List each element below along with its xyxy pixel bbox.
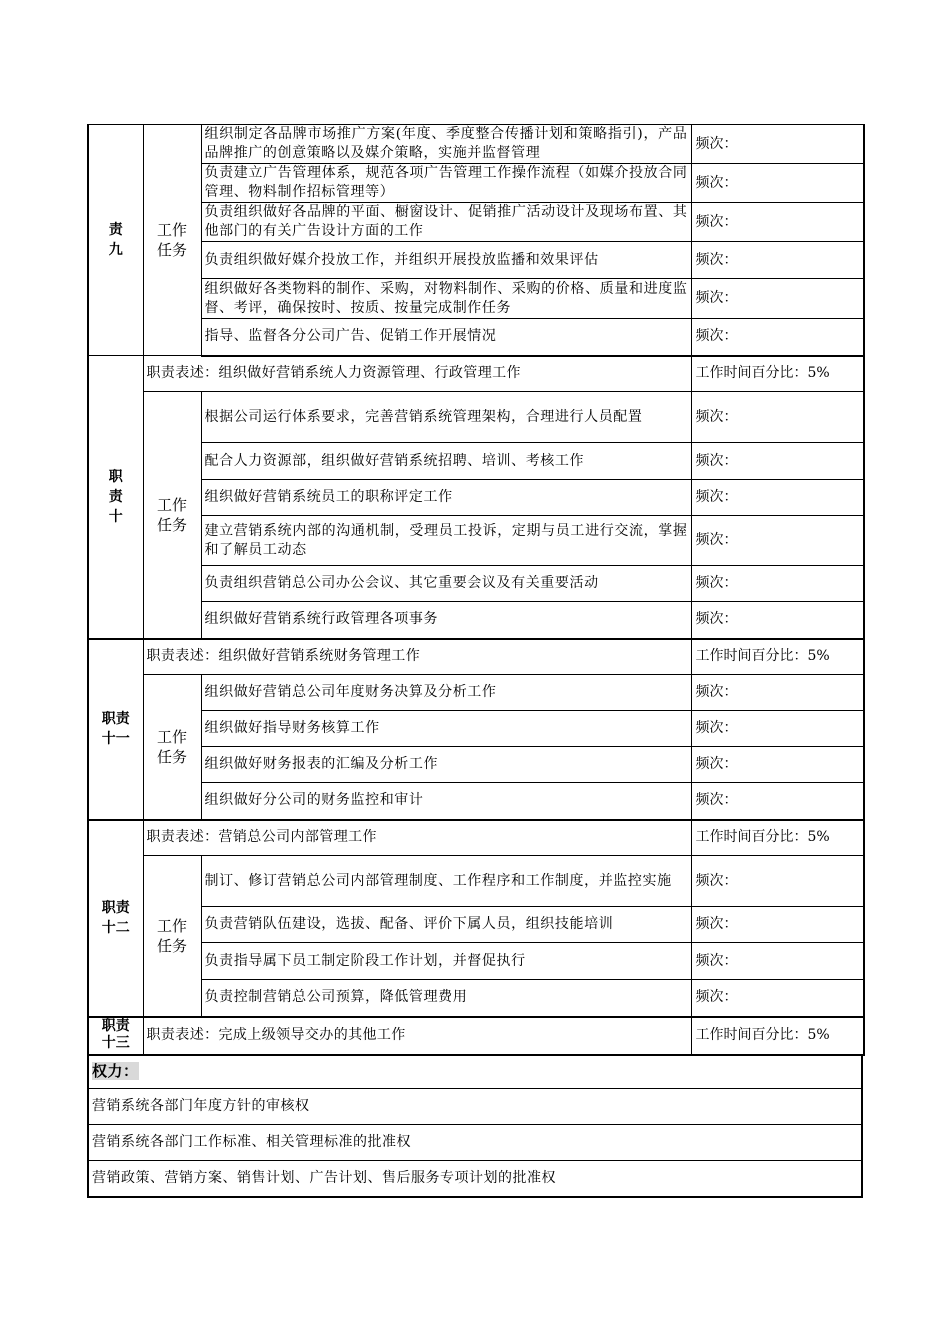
duty-statement: 职责表述：组织做好营销系统人力资源管理、行政管理工作 <box>143 356 691 392</box>
table-row <box>88 943 864 980</box>
duty-11-work-label: 工作任务 <box>143 675 201 820</box>
task-cell: 负责组织营销总公司办公会议、其它重要会议及有关重要活动 <box>201 566 691 602</box>
duty-12-work-label: 工作任务 <box>143 856 201 1017</box>
table-row <box>88 639 864 675</box>
task-cell: 组织做好各类物料的制作、采购，对物料制作、采购的价格、质量和进度监督、考评，确保按时、按质、按量完成制作任务 <box>201 279 691 319</box>
time-percent: 工作时间百分比：5% <box>691 820 864 856</box>
task-cell: 负责建立广告管理体系，规范各项广告管理工作操作流程（如媒介投放合同管理、物料制作招标管理等） <box>201 164 691 203</box>
table-row <box>88 1017 864 1055</box>
frequency-cell: 频次： <box>691 943 864 980</box>
table-row <box>88 566 864 602</box>
task-cell: 负责组织做好媒介投放工作，并组织开展投放监播和效果评估 <box>201 242 691 279</box>
frequency-cell: 频次： <box>691 203 864 242</box>
duty-10-work-label: 工作任务 <box>143 392 201 639</box>
table-row <box>88 1160 862 1197</box>
frequency-cell: 频次： <box>691 279 864 319</box>
frequency-cell: 频次： <box>691 980 864 1017</box>
duty-statement: 职责表述：营销总公司内部管理工作 <box>143 820 691 856</box>
power-heading-cell <box>88 1055 862 1088</box>
table-row <box>88 907 864 943</box>
task-cell: 组织做好指导财务核算工作 <box>201 711 691 747</box>
table-row <box>88 480 864 516</box>
table-row <box>88 747 864 783</box>
power-item: 营销系统各部门工作标准、相关管理标准的批准权 <box>88 1124 862 1160</box>
table-row <box>88 856 864 907</box>
table-row <box>88 820 864 856</box>
task-cell: 负责组织做好各品牌的平面、橱窗设计、促销推广活动设计及现场布置、其他部门的有关广告设计方面的工作 <box>201 203 691 242</box>
table-row <box>88 125 864 164</box>
task-cell: 指导、监督各分公司广告、促销工作开展情况 <box>201 319 691 356</box>
table-row <box>88 516 864 566</box>
task-cell: 组织做好分公司的财务监控和审计 <box>201 783 691 820</box>
time-percent: 工作时间百分比：5% <box>691 1017 864 1055</box>
duty-9-work-label: 工作任务 <box>143 125 201 356</box>
task-cell: 负责控制营销总公司预算，降低管理费用 <box>201 980 691 1017</box>
frequency-cell: 频次： <box>691 602 864 639</box>
task-cell: 负责营销队伍建设，选拔、配备、评价下属人员，组织技能培训 <box>201 907 691 943</box>
table-row <box>88 319 864 356</box>
duty-11-label: 职责十一 <box>88 639 143 820</box>
power-heading: 权力： <box>92 1062 139 1080</box>
power-table <box>87 1055 863 1198</box>
task-cell: 组织做好营销系统员工的职称评定工作 <box>201 480 691 516</box>
time-percent: 工作时间百分比：5% <box>691 356 864 392</box>
duty-13-label: 职责十三 <box>88 1017 143 1055</box>
frequency-cell: 频次： <box>691 856 864 907</box>
duty-statement: 职责表述：组织做好营销系统财务管理工作 <box>143 639 691 675</box>
frequency-cell: 频次： <box>691 516 864 566</box>
task-cell: 根据公司运行体系要求，完善营销系统管理架构，合理进行人员配置 <box>201 392 691 443</box>
table-row <box>88 203 864 242</box>
table-row <box>88 602 864 639</box>
frequency-cell: 频次： <box>691 480 864 516</box>
table-row <box>88 242 864 279</box>
task-cell: 负责指导属下员工制定阶段工作计划，并督促执行 <box>201 943 691 980</box>
task-cell: 组织做好营销总公司年度财务决算及分析工作 <box>201 675 691 711</box>
duty-12-label: 职责十二 <box>88 820 143 1017</box>
frequency-cell: 频次： <box>691 711 864 747</box>
task-cell: 建立营销系统内部的沟通机制，受理员工投诉，定期与员工进行交流，掌握和了解员工动态 <box>201 516 691 566</box>
duties-table <box>87 124 865 1056</box>
task-cell: 配合人力资源部，组织做好营销系统招聘、培训、考核工作 <box>201 443 691 480</box>
document-page <box>87 124 863 1198</box>
frequency-cell: 频次： <box>691 164 864 203</box>
frequency-cell: 频次： <box>691 242 864 279</box>
table-row <box>88 164 864 203</box>
table-row <box>88 675 864 711</box>
frequency-cell: 频次： <box>691 907 864 943</box>
power-item: 营销政策、营销方案、销售计划、广告计划、售后服务专项计划的批准权 <box>88 1160 862 1197</box>
frequency-cell: 频次： <box>691 319 864 356</box>
table-row <box>88 980 864 1017</box>
table-row <box>88 1055 862 1088</box>
task-cell: 组织做好营销系统行政管理各项事务 <box>201 602 691 639</box>
frequency-cell: 频次： <box>691 443 864 480</box>
task-cell: 制订、修订营销总公司内部管理制度、工作程序和工作制度，并监控实施 <box>201 856 691 907</box>
frequency-cell: 频次： <box>691 675 864 711</box>
table-row <box>88 783 864 820</box>
table-row <box>88 711 864 747</box>
duty-statement: 职责表述：完成上级领导交办的其他工作 <box>143 1017 691 1055</box>
table-row <box>88 279 864 319</box>
duty-10-label: 职责十 <box>88 356 143 639</box>
frequency-cell: 频次： <box>691 125 864 164</box>
table-row <box>88 443 864 480</box>
table-row <box>88 356 864 392</box>
duty-9-label: 责九 <box>88 125 143 356</box>
task-cell: 组织制定各品牌市场推广方案(年度、季度整合传播计划和策略指引)，产品品牌推广的创意策略以及媒介策略，实施并监督管理 <box>201 125 691 164</box>
table-row <box>88 1124 862 1160</box>
frequency-cell: 频次： <box>691 783 864 820</box>
task-cell: 组织做好财务报表的汇编及分析工作 <box>201 747 691 783</box>
frequency-cell: 频次： <box>691 747 864 783</box>
frequency-cell: 频次： <box>691 566 864 602</box>
table-row <box>88 392 864 443</box>
table-row <box>88 1088 862 1124</box>
frequency-cell: 频次： <box>691 392 864 443</box>
power-item: 营销系统各部门年度方针的审核权 <box>88 1088 862 1124</box>
time-percent: 工作时间百分比：5% <box>691 639 864 675</box>
